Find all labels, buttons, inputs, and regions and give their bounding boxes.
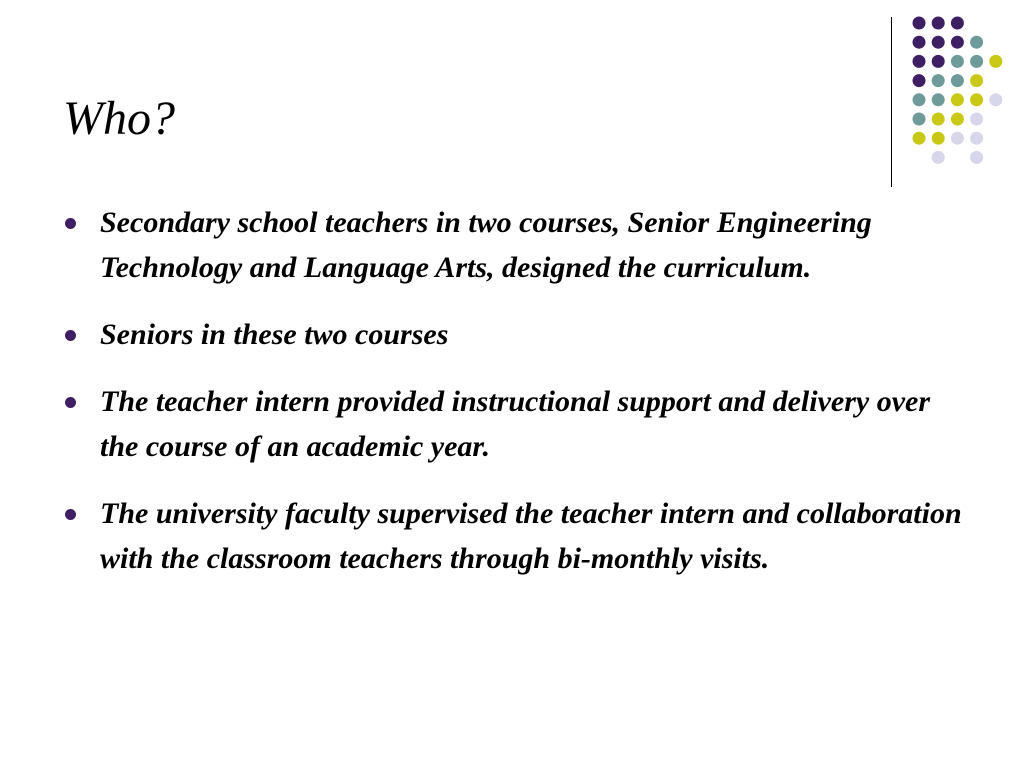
bullet-dot-icon: [65, 330, 76, 341]
decorative-dot: [951, 113, 964, 126]
decorative-dot: [970, 132, 983, 145]
decorative-dot: [951, 55, 964, 68]
decorative-dot: [932, 55, 945, 68]
decorative-dot: [970, 74, 983, 87]
decorative-dot: [913, 17, 926, 30]
decorative-dot: [970, 36, 983, 49]
decorative-dot: [913, 36, 926, 49]
bullet-item: [63, 312, 963, 357]
decorative-dot: [913, 55, 926, 68]
decorative-dot: [951, 93, 964, 106]
bullet-item: [63, 200, 963, 290]
decorative-dot: [951, 17, 964, 30]
decorative-dot: [913, 113, 926, 126]
bullet-text: Secondary school teachers in two courses, Senior Engineering Technology and Language Arts, designed the curriculum.: [100, 206, 872, 284]
bullet-dot-icon: [65, 509, 76, 520]
decorative-dot: [913, 74, 926, 87]
bullet-list: [63, 200, 963, 603]
decorative-dot: [951, 74, 964, 87]
decorative-dot: [913, 132, 926, 145]
decorative-dot: [951, 36, 964, 49]
bullet-item: [63, 491, 983, 581]
decorative-dot: [932, 113, 945, 126]
decorative-dot: [932, 36, 945, 49]
bullet-dot-icon: [65, 397, 76, 408]
bullet-dot-icon: [65, 218, 76, 229]
decorative-dot: [932, 17, 945, 30]
decorative-dot: [970, 151, 983, 164]
bullet-item: [63, 379, 963, 469]
decorative-dot: [913, 93, 926, 106]
decorative-dot: [932, 132, 945, 145]
decorative-dot: [970, 113, 983, 126]
decorative-dot: [951, 132, 964, 145]
decorative-dot: [989, 55, 1002, 68]
decorative-dot: [989, 93, 1002, 106]
vertical-divider: [891, 17, 892, 187]
slide-title: Who?: [63, 92, 175, 145]
decorative-dot: [932, 74, 945, 87]
bullet-text: Seniors in these two courses: [100, 318, 449, 351]
decorative-dot: [932, 151, 945, 164]
bullet-text: The university faculty supervised the teacher intern and collaboration with the classroom teachers through bi-monthly visits.: [100, 497, 962, 575]
decorative-dot: [970, 55, 983, 68]
bullet-text: The teacher intern provided instructional support and delivery over the course of an academic year.: [100, 385, 930, 463]
decorative-dot: [932, 93, 945, 106]
decorative-dot: [970, 93, 983, 106]
